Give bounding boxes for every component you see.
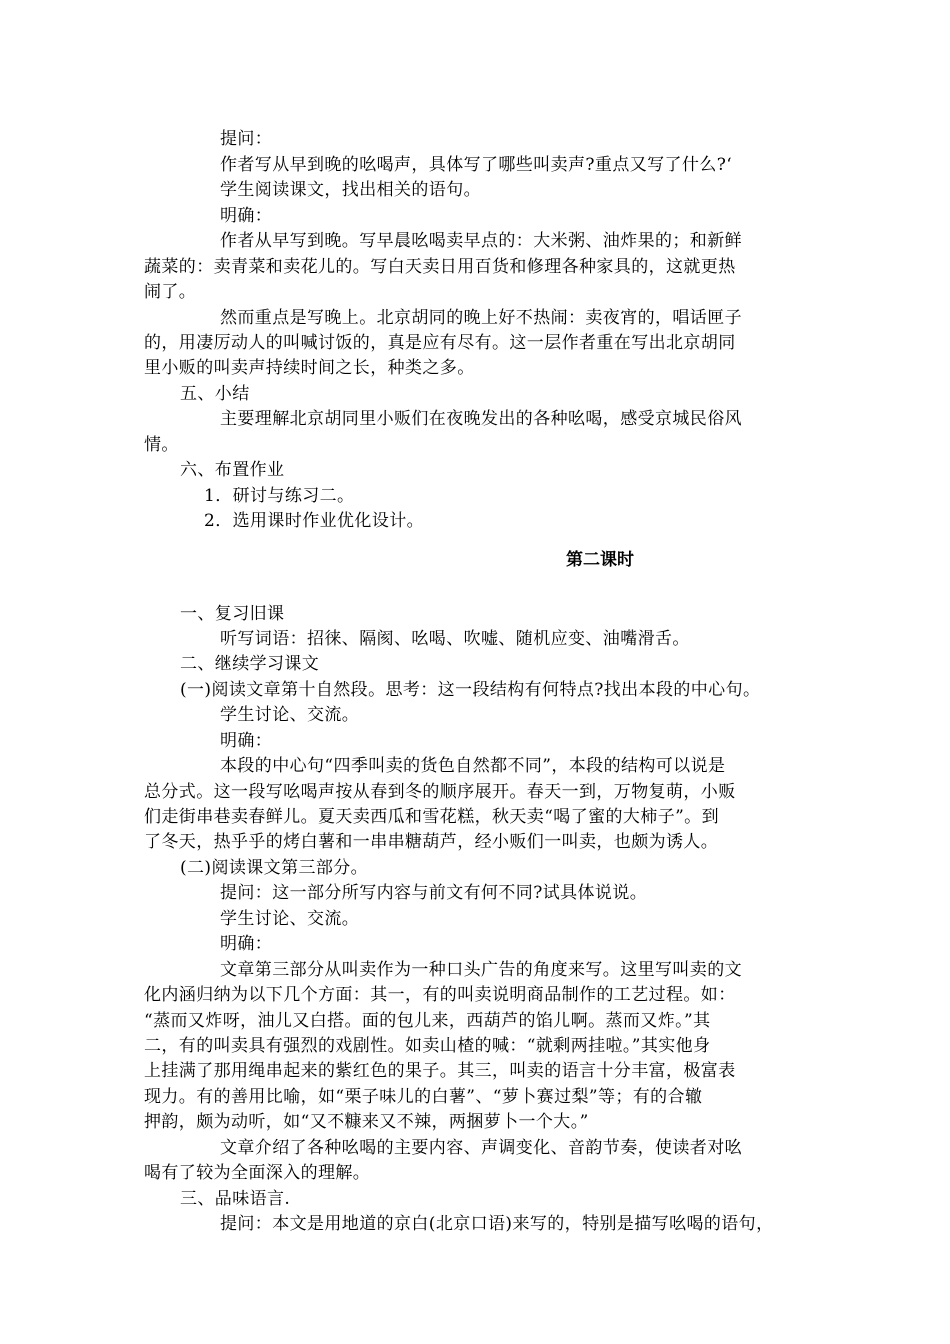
section-heading: 二、继续学习课文: [180, 654, 320, 674]
lesson-title: 第二课时: [566, 550, 634, 570]
section-heading: 三、品味语言.: [180, 1189, 291, 1209]
text-line: 学生阅读课文，找出相关的语句。: [220, 180, 481, 200]
text-line: 明确：: [220, 206, 273, 226]
text-line: 蔬菜的：卖青菜和卖花儿的。写白天卖日用百货和修理各种家具的，这就更热: [144, 257, 736, 277]
text-line: 作者写从早到晚的吆喝声，具体写了哪些叫卖声?重点又写了什么?‘: [220, 155, 733, 175]
section-heading: 一、复习旧课: [180, 604, 285, 624]
text-line: 作者从早写到晚。写早晨吆喝卖早点的：大米粥、油炸果的；和新鲜: [220, 231, 742, 251]
text-line: 们走街串巷卖春鲜儿。夏天卖西瓜和雪花糕，秋天卖“喝了蜜的大柿子”。到: [144, 807, 719, 827]
text-line: 明确：: [220, 934, 273, 954]
text-line: 然而重点是写晚上。北京胡同的晚上好不热闹：卖夜宵的，唱话匣子: [220, 308, 742, 328]
text-line: “蒸而又炸呀，油儿又白搭。面的包儿来，西葫芦的馅儿啊。蒸而又炸。”其: [144, 1011, 711, 1031]
text-line: 文章介绍了各种吆喝的主要内容、声调变化、音韵节奏，使读者对吆: [220, 1138, 742, 1158]
text-line: 学生讨论、交流。: [220, 705, 360, 725]
text-line: 化内涵归纳为以下几个方面：其一，有的叫卖说明商品制作的工艺过程。如：: [144, 985, 736, 1005]
text-line: 的，用凄厉动人的叫喊讨饭的，真是应有尽有。这一层作者重在写出北京胡同: [144, 333, 736, 353]
text-line: 总分式。这一段写吆喝声按从春到冬的顺序展开。春天一到，万物复萌，小贩: [144, 782, 736, 802]
list-item: 2．选用课时作业优化设计。: [204, 511, 425, 531]
text-line: 现力。有的善用比喻，如“栗子味儿的白薯”、“萝卜赛过梨”等；有的合辙: [144, 1087, 703, 1107]
text-line: (一)阅读文章第十自然段。思考：这一段结构有何特点?找出本段的中心句。: [180, 680, 761, 700]
text-line: 本段的中心句“四季叫卖的货色自然都不同”，本段的结构可以说是: [220, 756, 726, 776]
text-line: (二)阅读课文第三部分。: [180, 858, 369, 878]
text-line: 押韵，颇为动听，如“又不糠来又不辣，两捆萝卜一个大。”: [144, 1112, 589, 1132]
text-line: 学生讨论、交流。: [220, 909, 360, 929]
text-line: 闹了。: [144, 282, 197, 302]
text-line: 二，有的叫卖具有强烈的戏剧性。如卖山楂的喊：“就剩两挂啦。”其实他身: [144, 1036, 711, 1056]
text-line: 里小贩的叫卖声持续时间之长，种类之多。: [144, 358, 475, 378]
text-line: 文章第三部分从叫卖作为一种口头广告的角度来写。这里写叫卖的文: [220, 960, 742, 980]
text-line: 喝有了较为全面深入的理解。: [144, 1163, 371, 1183]
text-line: 提问：这一部分所写内容与前文有何不同?试具体说说。: [220, 883, 648, 903]
text-line: 上挂满了那用绳串起来的紫红色的果子。其三，叫卖的语言十分丰富，极富表: [144, 1061, 736, 1081]
section-heading: 六、布置作业: [180, 460, 285, 480]
text-line: 提问：本文是用地道的京白(北京口语)来写的，特别是描写吆喝的语句，: [220, 1214, 774, 1234]
text-line: 主要理解北京胡同里小贩们在夜晚发出的各种吆喝，感受京城民俗风: [220, 409, 742, 429]
text-line: 听写词语：招徕、隔阂、吆喝、吹嘘、随机应变、油嘴滑舌。: [220, 629, 690, 649]
text-line: 明确：: [220, 731, 273, 751]
section-heading: 五、小结: [180, 384, 250, 404]
text-line: 了冬天，热乎乎的烤白薯和一串串糖葫芦，经小贩们一叫卖，也颇为诱人。: [144, 832, 719, 852]
list-item: 1．研讨与练习二。: [204, 486, 355, 506]
text-line: 提问：: [220, 129, 273, 149]
text-line: 情。: [144, 435, 179, 455]
